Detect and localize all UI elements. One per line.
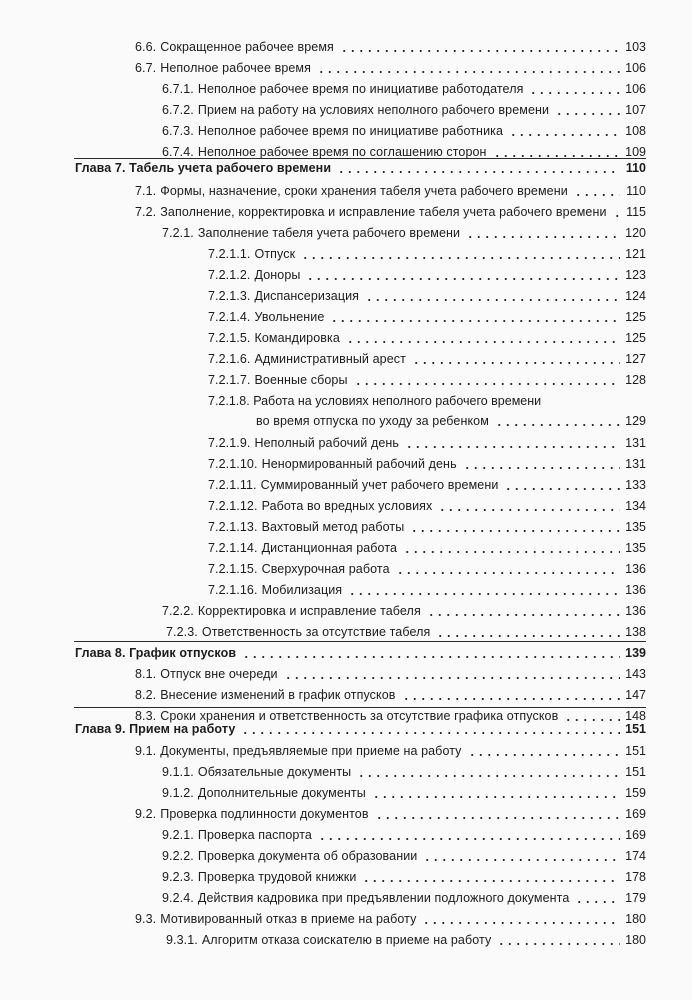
entry-number: 6.7. (135, 61, 157, 75)
page-number: 180 (625, 933, 646, 947)
entry-number: 9.1.2. (162, 786, 194, 800)
toc-entry (0, 663, 692, 684)
toc-entry (0, 78, 692, 99)
dot-leader (348, 593, 620, 595)
entry-title: Неполное рабочее время по соглашению сторон (197, 145, 487, 159)
entry-number: 7.2.2. (162, 604, 194, 618)
entry-title: Алгоритм отказа соискателю в приеме на работу (201, 933, 492, 947)
entry-number: 7.2. (135, 205, 157, 219)
page-number: 135 (625, 520, 646, 534)
toc-entry (0, 120, 692, 141)
dot-leader (466, 236, 620, 238)
entry-number: 7.2.1.12. (208, 499, 258, 513)
entry-number: 7.2.1.15. (208, 562, 258, 576)
dot-leader (403, 551, 620, 553)
page-number: 179 (625, 891, 646, 905)
dot-leader (504, 488, 620, 490)
toc-entry (0, 453, 692, 474)
entry-title: Административный арест (254, 352, 406, 366)
entry-title: Командировка (254, 331, 340, 345)
toc-entry (0, 929, 692, 950)
toc-entry (0, 782, 692, 803)
entry-number: 7.2.1.11. (208, 478, 257, 492)
entry-title: Проверка паспорта (197, 828, 312, 842)
dot-leader (372, 796, 620, 798)
toc-entry (0, 306, 692, 327)
entry-number: 9.1. (135, 744, 157, 758)
toc-entry (0, 803, 692, 824)
chapter-heading (0, 157, 692, 178)
chapter-title: Глава 8. График отпусков (75, 646, 237, 660)
chapter-title: Глава 7. Табель учета рабочего времени (75, 161, 332, 175)
dot-leader (468, 754, 620, 756)
toc-entry (0, 243, 692, 264)
page-number: 108 (625, 124, 646, 138)
page-number: 169 (625, 807, 646, 821)
dot-leader (529, 92, 620, 94)
toc-entry (0, 222, 692, 243)
dot-leader (340, 50, 620, 52)
page-number: 136 (625, 562, 646, 576)
entry-number: 8.2. (135, 688, 157, 702)
entry-number: 7.2.1.1. (208, 247, 251, 261)
toc-entry-first-line (0, 390, 692, 411)
entry-number: 7.2.1.2. (208, 268, 251, 282)
toc-entry (0, 537, 692, 558)
page-number: 123 (625, 268, 646, 282)
dot-leader (318, 838, 620, 840)
page-number: 115 (626, 205, 646, 219)
toc-entry (0, 369, 692, 390)
page-number: 169 (625, 828, 646, 842)
toc-entry (0, 579, 692, 600)
dot-leader (497, 943, 620, 945)
entry-number: 7.2.1.5. (208, 331, 251, 345)
toc-entry (0, 824, 692, 845)
entry-title: Неполное рабочее время по инициативе работодателя (197, 82, 524, 96)
dot-leader (436, 635, 620, 637)
entry-title: Дополнительные документы (197, 786, 366, 800)
entry-title: Заполнение, корректировка и исправление табеля учета рабочего времени (160, 205, 607, 219)
page-number: 121 (625, 247, 646, 261)
entry-title: Сроки хранения и ответственность за отсутствие графика отпусков (160, 709, 559, 723)
page-number: 131 (625, 457, 646, 471)
dot-leader (330, 320, 620, 322)
dot-leader (375, 817, 620, 819)
toc-entry (0, 516, 692, 537)
dot-leader (405, 446, 620, 448)
entry-number: 7.2.1.8. (208, 394, 250, 408)
dot-leader (362, 880, 620, 882)
toc-entry (0, 36, 692, 57)
dot-leader (241, 732, 620, 734)
toc-entry (0, 285, 692, 306)
dot-leader (396, 572, 620, 574)
page-number: 136 (625, 583, 646, 597)
page-number: 125 (625, 331, 646, 345)
dot-leader (574, 194, 620, 196)
entry-number: 6.7.3. (162, 124, 194, 138)
entry-number: 9.2.1. (162, 828, 194, 842)
entry-number: 7.2.1.3. (208, 289, 251, 303)
entry-title: Суммированный учет рабочего времени (260, 478, 499, 492)
entry-number: 7.2.1.4. (208, 310, 251, 324)
toc-entry (0, 201, 692, 222)
entry-title: Обязательные документы (197, 765, 352, 779)
page-number: 110 (626, 184, 646, 198)
page-number: 131 (625, 436, 646, 450)
entry-title: Увольнение (254, 310, 325, 324)
entry-number: 9.3. (135, 912, 157, 926)
entry-title: Заполнение табеля учета рабочего времени (197, 226, 461, 240)
page-number: 151 (625, 765, 646, 779)
page-number: 138 (625, 625, 646, 639)
toc-entry (0, 348, 692, 369)
page-number: 129 (625, 414, 646, 428)
toc-entry (0, 600, 692, 621)
entry-number: 7.2.1.13. (208, 520, 258, 534)
entry-number: 7.2.3. (166, 625, 198, 639)
entry-title: Отпуск вне очереди (160, 667, 278, 681)
entry-title: Проверка трудовой книжки (197, 870, 357, 884)
toc-entry (0, 264, 692, 285)
entry-title: Неполное рабочее время (160, 61, 311, 75)
entry-number: 8.1. (135, 667, 157, 681)
dot-leader (301, 257, 620, 259)
toc-entry (0, 845, 692, 866)
page-number: 103 (625, 40, 646, 54)
dot-leader (337, 171, 620, 173)
toc-entry (0, 740, 692, 761)
page-number: 180 (625, 912, 646, 926)
entry-title-continued: во время отпуска по уходу за ребенком (256, 414, 489, 428)
entry-number: 9.2.3. (162, 870, 194, 884)
entry-number: 7.1. (135, 184, 157, 198)
entry-title: Сокращенное рабочее время (160, 40, 334, 54)
dot-leader (427, 614, 620, 616)
entry-title: Прием на работу на условиях неполного рабочего времени (197, 103, 550, 117)
toc-entry (0, 327, 692, 348)
dot-leader (575, 901, 620, 903)
entry-title: Мобилизация (261, 583, 343, 597)
dot-leader (555, 113, 620, 115)
dot-leader (306, 278, 620, 280)
page-number: 143 (625, 667, 646, 681)
entry-title: Вахтовый метод работы (261, 520, 405, 534)
chapter-heading (0, 718, 692, 739)
dot-leader (346, 341, 620, 343)
entry-title: Отпуск (254, 247, 296, 261)
toc-entry-continuation (0, 410, 692, 431)
dot-leader (495, 424, 620, 426)
chapter-heading (0, 642, 692, 663)
dot-leader (438, 509, 620, 511)
page-number: 178 (625, 870, 646, 884)
dot-leader (509, 134, 620, 136)
entry-number: 8.3. (135, 709, 157, 723)
entry-title: Неполный рабочий день (254, 436, 400, 450)
page-number: 106 (625, 82, 646, 96)
entry-title: Внесение изменений в график отпусков (160, 688, 396, 702)
entry-title: Ответственность за отсутствие табеля (201, 625, 431, 639)
entry-title: Диспансеризация (254, 289, 360, 303)
toc-entry (0, 866, 692, 887)
page-number: 109 (625, 145, 646, 159)
entry-number: 9.2. (135, 807, 157, 821)
toc-entry (0, 57, 692, 78)
entry-title: Документы, предъявляемые при приеме на работу (160, 744, 462, 758)
page-number: 106 (625, 61, 646, 75)
entry-number: 7.2.1.10. (208, 457, 258, 471)
page-number: 124 (625, 289, 646, 303)
entry-title: Формы, назначение, сроки хранения табеля учета рабочего времени (160, 184, 568, 198)
toc-entry (0, 474, 692, 495)
entry-title: Сверхурочная работа (261, 562, 390, 576)
dot-leader (354, 383, 620, 385)
toc-entry (0, 684, 692, 705)
chapter-title: Глава 9. Прием на работу (75, 722, 236, 736)
entry-number: 6.6. (135, 40, 157, 54)
entry-title: Ненормированный рабочий день (261, 457, 457, 471)
entry-title: Дистанционная работа (261, 541, 398, 555)
page-number: 128 (625, 373, 646, 387)
page-number: 136 (625, 604, 646, 618)
toc-entry (0, 432, 692, 453)
entry-title: Доноры (254, 268, 301, 282)
toc-entry (0, 621, 692, 642)
dot-leader (422, 922, 620, 924)
page-number: 159 (625, 786, 646, 800)
toc-entry (0, 908, 692, 929)
toc-entry (0, 887, 692, 908)
entry-number: 6.7.2. (162, 103, 194, 117)
dot-leader (357, 775, 620, 777)
dot-leader (317, 71, 620, 73)
page-number: 135 (625, 541, 646, 555)
page-number: 127 (625, 352, 646, 366)
page-number: 110 (625, 161, 646, 175)
entry-title: Проверка документа об образовании (197, 849, 418, 863)
entry-title: Военные сборы (254, 373, 348, 387)
entry-title: Работа на условиях неполного рабочего времени (253, 394, 542, 408)
entry-number: 7.2.1.9. (208, 436, 251, 450)
toc-entry (0, 761, 692, 782)
page-number: 151 (625, 744, 646, 758)
chapter-separator-line (74, 707, 646, 708)
entry-number: 6.7.1. (162, 82, 194, 96)
page-number: 125 (625, 310, 646, 324)
dot-leader (284, 677, 620, 679)
dot-leader (410, 530, 620, 532)
entry-number: 7.2.1. (162, 226, 194, 240)
dot-leader (412, 362, 620, 364)
dot-leader (365, 299, 620, 301)
dot-leader (402, 698, 620, 700)
entry-number: 9.1.1. (162, 765, 194, 779)
entry-number: 9.2.2. (162, 849, 194, 863)
entry-number: 7.2.1.7. (208, 373, 251, 387)
entry-number: 7.2.1.6. (208, 352, 251, 366)
page-number: 120 (625, 226, 646, 240)
entry-title: Корректировка и исправление табеля (197, 604, 421, 618)
toc-entry (0, 180, 692, 201)
page-number: 107 (625, 103, 646, 117)
entry-title: Проверка подлинности документов (160, 807, 369, 821)
page-number: 151 (625, 722, 646, 736)
entry-title: Мотивированный отказ в приеме на работу (160, 912, 417, 926)
page-number: 148 (625, 709, 646, 723)
toc-entry (0, 99, 692, 120)
entry-number: 9.3.1. (166, 933, 198, 947)
page-number: 174 (625, 849, 646, 863)
entry-number: 9.2.4. (162, 891, 194, 905)
entry-title: Действия кадровика при предъявлении подложного документа (197, 891, 570, 905)
entry-title: Работа во вредных условиях (261, 499, 433, 513)
dot-leader (613, 215, 623, 217)
entry-number: 6.7.4. (162, 145, 194, 159)
page-number: 147 (625, 688, 646, 702)
page-number: 133 (625, 478, 646, 492)
page-number: 139 (625, 646, 646, 660)
dot-leader (423, 859, 620, 861)
entry-number: 7.2.1.14. (208, 541, 258, 555)
toc-entry (0, 558, 692, 579)
dot-leader (242, 656, 620, 658)
page-number: 134 (625, 499, 646, 513)
dot-leader (463, 467, 620, 469)
entry-number: 7.2.1.16. (208, 583, 258, 597)
toc-entry (0, 495, 692, 516)
entry-title: Неполное рабочее время по инициативе работника (197, 124, 504, 138)
